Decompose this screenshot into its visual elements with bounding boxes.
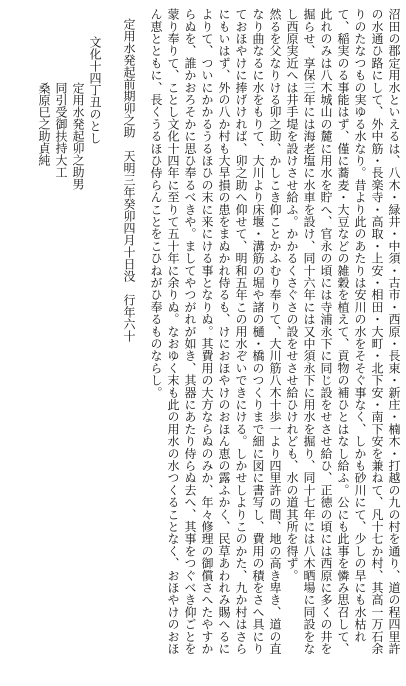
official-line-3: 桑原巳之助貞純 — [37, 82, 51, 166]
official-line-1: 定用水発起卯之助男 — [71, 82, 85, 190]
death-date: 天明三年癸卯四月十日没 行年六十 — [122, 150, 136, 342]
spacer — [103, 8, 120, 658]
paragraph-2: 然るを父なりける卯之助、かしこき仰ことかふむり奉りて、大川筋八木十歩一より四里許の間、地の高き卑き、道の直なり曲なるに水をもりて、大川より床堰・溝筋の堀や諸の樋・橋のつくりまで細に図に書写し、費用の積をさへ具にりておほやけに捧げければ、卯之助へ仰せて、明和五年この用水ぞいできにける。しかせしよりこのかた、九か村はさらにもいはず、外の八か村も大旱損の患をまぬかれ侍るも、けにおほやけのおほん恵の露ふかく、民草あわれみ賜へるによりて、ついにかかるうるほひの末に来にける事となりぬ。其費用の大方ならぬのみか、年々修理の御償さへたやすからぬを、誰かおろそかに思ひ奉るべきや。ましてやつがれが如き、其器にあたり侍らぬ去へ、其事をつぐべき仰ごとを蒙り奉りて、ことし文化十四年に至りて五十年に余りぬ。なおゆく末も此の用水の水つくることなく、おほやけのおほん恵とともに、長くうるほひ侍らんことをこひねがひ奉るものならし。 — [149, 8, 282, 655]
founder-line — [120, 8, 137, 658]
year-line: 文化十四丁丑のとし — [88, 36, 102, 144]
founder-name: 定用水発起前期卯之助 — [122, 18, 136, 138]
signoff-block — [35, 8, 137, 658]
paragraph-1: 沼田の郡定用水といえるは、八木・緑井・中須・古市・西原・長束・新庄・楠木・打越の九の村を通り、道の程四里許の水通ひ路にして、外中筋・長楽寺・高取・上安・相田・大町・北下安・南下安を兼ねて、凡十七か村、其高一万石余りのたなつもの実ゆる水なり。昔より此のあたりは安川の水をそそぐ事なく、しかも砂川にて、少しの旱にも水枯れて、稲実のる事能はず、僅に蕎麦・大豆などの雑穀を植えて、貢物の補ひとはなし給ふ。公にも此事を憐み思召して、此れのみは八木城山の麓に用水を貯へ、官永の頃には寺浦永下に同じ設をせさせ給ひ、正徳の頃には西原に多くの井を掘らせ、享保三年には海老塩に水車を設け、同十六年には又中須永下に用水を掘り、同十七年には八木晒場に同設をなし西原実近へは井手堤を設けさせ給ふ。かかるくさぐさの設をせさせ給ひけれども、水の道其所を得ず。 — [285, 8, 401, 655]
document-page — [6, 8, 402, 678]
official-line-2: 同引受御扶持大工 — [54, 82, 68, 178]
document-body — [147, 8, 402, 658]
